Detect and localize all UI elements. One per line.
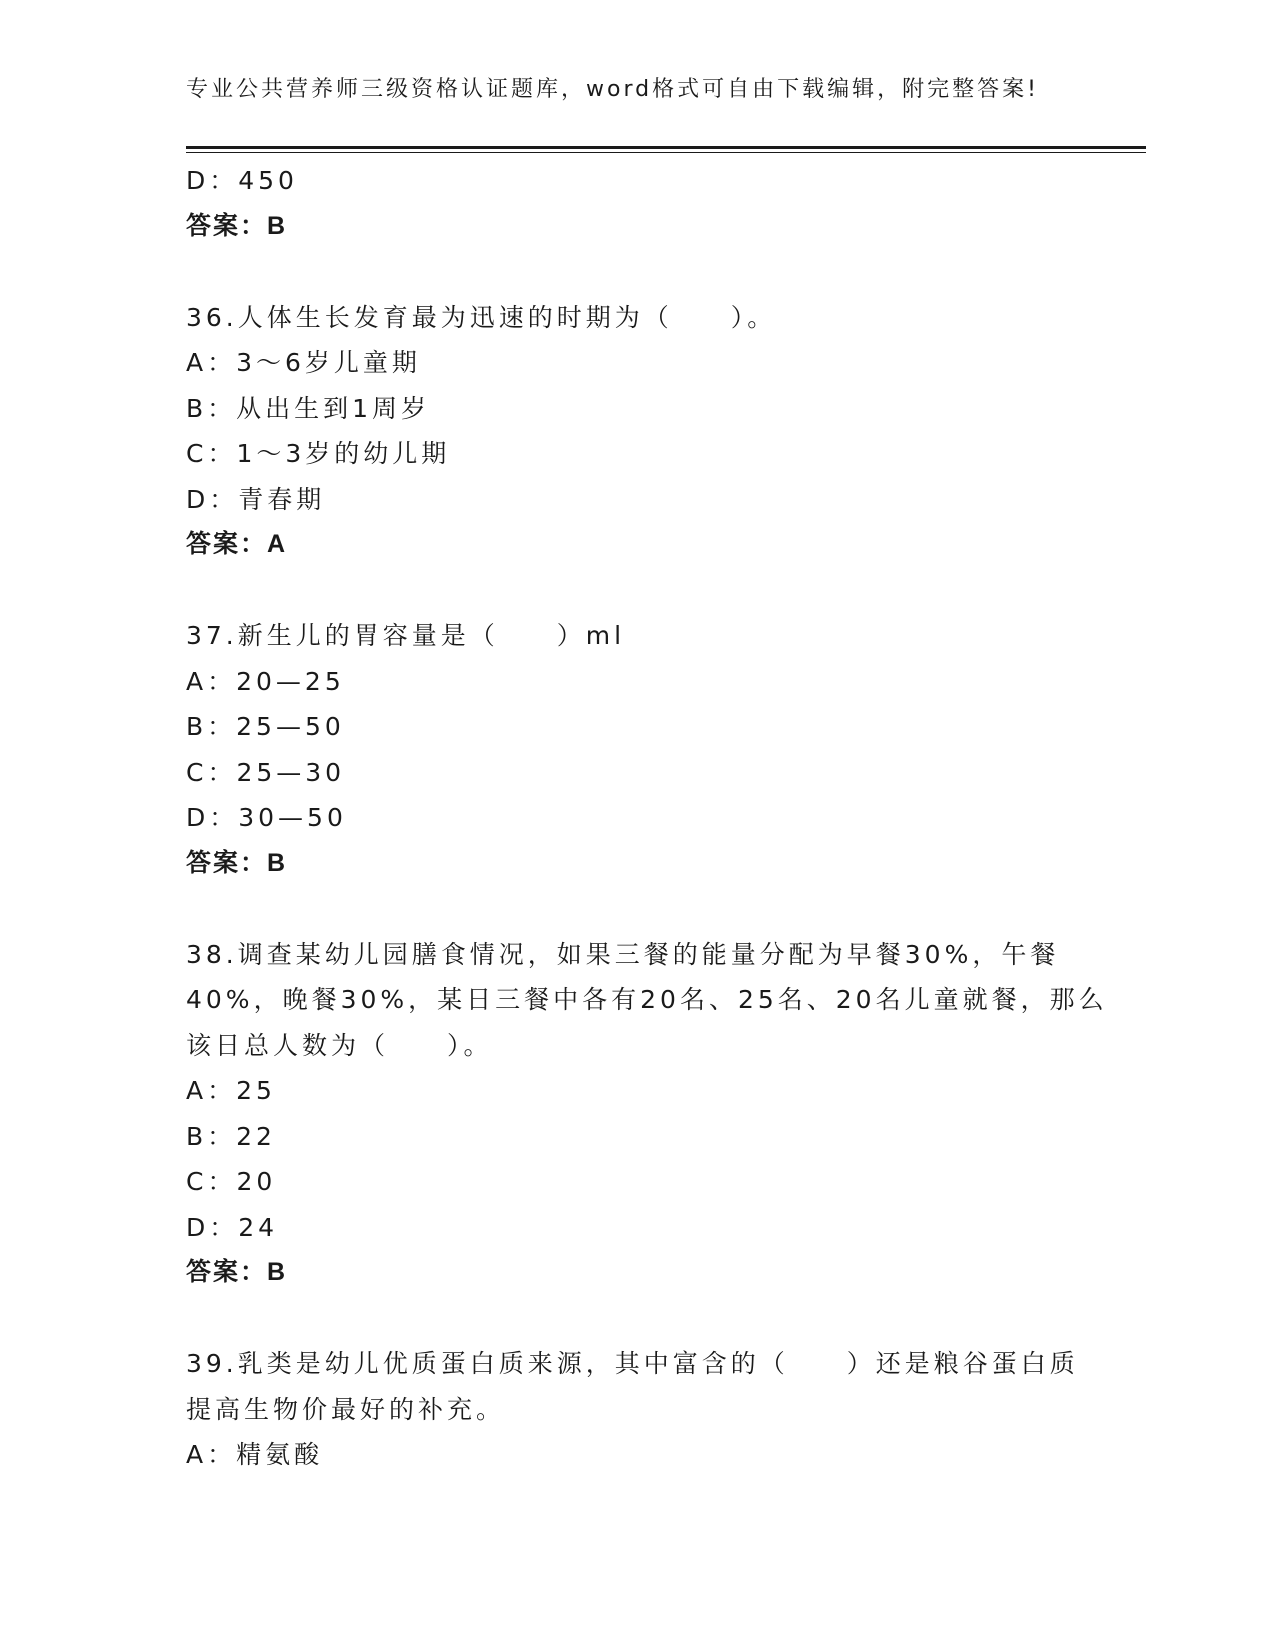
prev-answer: 答案：B — [186, 211, 288, 240]
question-37-option-a: A：20—25 — [186, 666, 345, 696]
question-36-stem: 36.人体生长发育最为迅速的时期为（ ）。 — [186, 302, 777, 332]
spacer — [186, 249, 1086, 295]
question-38-option-a: A：25 — [186, 1076, 276, 1105]
question-38-option-d: D：24 — [186, 1212, 279, 1242]
question-37-option-c: C：25—30 — [186, 757, 346, 787]
header-rule-thin — [186, 152, 1146, 153]
question-38-option-b: B：22 — [186, 1121, 276, 1151]
question-36-answer: 答案：A — [186, 530, 288, 558]
question-38-stem-line-1: 38.调查某幼儿园膳食情况，如果三餐的能量分配为早餐30%，午餐 — [186, 939, 1060, 969]
question-37-option-b: B：25—50 — [186, 712, 345, 741]
spacer — [186, 886, 1086, 932]
question-37-option-d: D：30—50 — [186, 803, 347, 832]
question-39-stem-line-1: 39.乳类是幼儿优质蛋白质来源，其中富含的（ ）还是粮谷蛋白质 — [186, 1349, 1079, 1378]
question-38-answer: 答案：B — [186, 1258, 288, 1286]
question-36-option-d: D：青春期 — [186, 484, 326, 514]
question-39-stem-line-2: 提高生物价最好的补充。 — [186, 1394, 506, 1424]
spacer — [186, 1296, 1086, 1342]
question-38-stem-line-3: 该日总人数为（ ）。 — [186, 1030, 493, 1060]
page-header: 专业公共营养师三级资格认证题库，word格式可自由下载编辑，附完整答案! — [186, 77, 1039, 102]
header-rule-thick — [186, 146, 1146, 149]
spacer — [186, 568, 1086, 614]
question-36-option-c: C：1～3岁的幼儿期 — [186, 439, 451, 468]
prev-option-d: D：450 — [186, 166, 298, 195]
question-36-option-b: B：从出生到1周岁 — [186, 393, 431, 423]
question-content — [186, 158, 1108, 1478]
question-37-stem: 37.新生儿的胃容量是（ ）ml — [186, 621, 626, 650]
question-39-option-a: A：精氨酸 — [186, 1440, 324, 1469]
question-38-stem-line-2: 40%，晚餐30%，某日三餐中各有20名、25名、20名儿童就餐，那么 — [186, 985, 1108, 1014]
question-36-option-a: A：3～6岁儿童期 — [186, 348, 421, 377]
question-37-answer: 答案：B — [186, 848, 288, 877]
question-38-option-c: C：20 — [186, 1167, 277, 1196]
